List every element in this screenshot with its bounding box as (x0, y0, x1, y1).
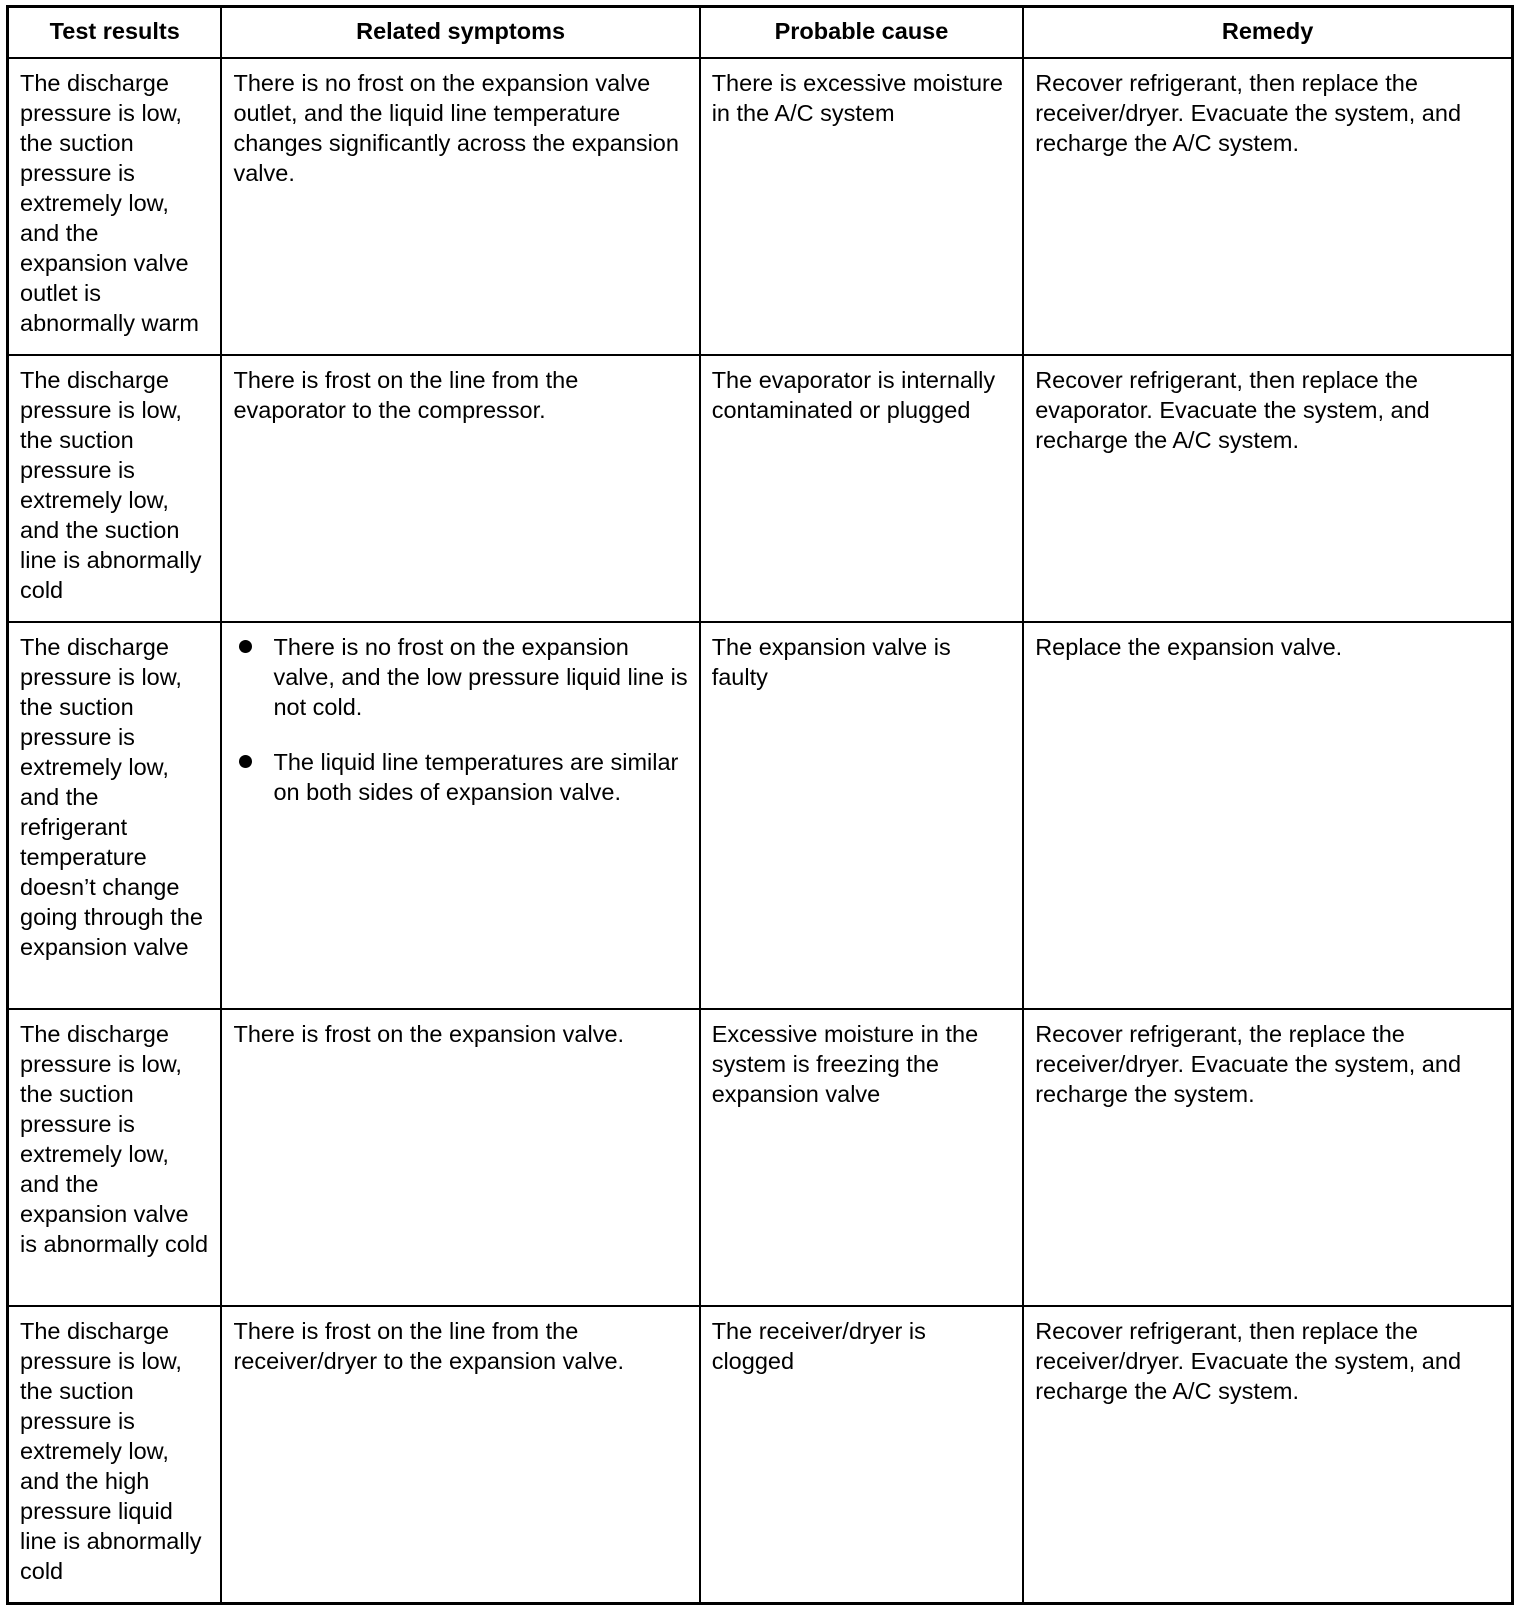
symptom-bullet-item (273, 632, 688, 722)
remedy-cell: Recover refrigerant, then replace the receiver/dryer. Evacuate the system, and recharge the A/C system. (1023, 1306, 1512, 1604)
table-row (8, 622, 1513, 1009)
remedy-cell: Replace the expansion valve. (1023, 622, 1512, 1009)
test-result-cell: The discharge pressure is low, the suction pressure is extremely low, and the expansion valve is abnormally cold (8, 1009, 222, 1306)
remedy-cell: Recover refrigerant, then replace the evaporator. Evacuate the system, and recharge the A/C system. (1023, 355, 1512, 622)
table-row (8, 355, 1513, 622)
header-test-results: Test results (8, 7, 222, 59)
table-row (8, 1009, 1513, 1306)
symptom-bullet-text: The liquid line temperatures are similar on both sides of expansion valve. (273, 749, 679, 805)
troubleshooting-table (6, 5, 1514, 1605)
symptom-bullet-list (233, 632, 688, 807)
header-row (8, 7, 1513, 59)
remedy-cell: Recover refrigerant, then replace the receiver/dryer. Evacuate the system, and recharge the A/C system. (1023, 58, 1512, 355)
symptom-bullet-text: There is no frost on the expansion valve, and the low pressure liquid line is not cold. (273, 634, 688, 720)
cause-cell: The receiver/dryer is clogged (700, 1306, 1024, 1604)
cause-cell: The evaporator is internally contaminated or plugged (700, 355, 1024, 622)
test-result-cell: The discharge pressure is low, the suction pressure is extremely low, and the refrigerant temperature doesn’t change going through the expansion valve (8, 622, 222, 1009)
symptom-cell: There is no frost on the expansion valve outlet, and the liquid line temperature changes significantly across the expansion valve. (221, 58, 699, 355)
symptom-cell (221, 622, 699, 1009)
bullet-icon (239, 640, 252, 653)
test-result-cell: The discharge pressure is low, the suction pressure is extremely low, and the high pressure liquid line is abnormally cold (8, 1306, 222, 1604)
symptom-cell: There is frost on the line from the evaporator to the compressor. (221, 355, 699, 622)
remedy-cell: Recover refrigerant, the replace the receiver/dryer. Evacuate the system, and recharge the system. (1023, 1009, 1512, 1306)
bullet-icon (239, 755, 252, 768)
table-row (8, 58, 1513, 355)
symptom-cell: There is frost on the line from the receiver/dryer to the expansion valve. (221, 1306, 699, 1604)
table-row (8, 1306, 1513, 1604)
symptom-cell: There is frost on the expansion valve. (221, 1009, 699, 1306)
header-probable-cause: Probable cause (700, 7, 1024, 59)
header-remedy: Remedy (1023, 7, 1512, 59)
symptom-bullet-item (273, 747, 688, 807)
cause-cell: Excessive moisture in the system is freezing the expansion valve (700, 1009, 1024, 1306)
test-result-cell: The discharge pressure is low, the suction pressure is extremely low, and the suction line is abnormally cold (8, 355, 222, 622)
cause-cell: The expansion valve is faulty (700, 622, 1024, 1009)
cause-cell: There is excessive moisture in the A/C system (700, 58, 1024, 355)
test-result-cell: The discharge pressure is low, the suction pressure is extremely low, and the expansion valve outlet is abnormally warm (8, 58, 222, 355)
header-related-symptoms: Related symptoms (221, 7, 699, 59)
